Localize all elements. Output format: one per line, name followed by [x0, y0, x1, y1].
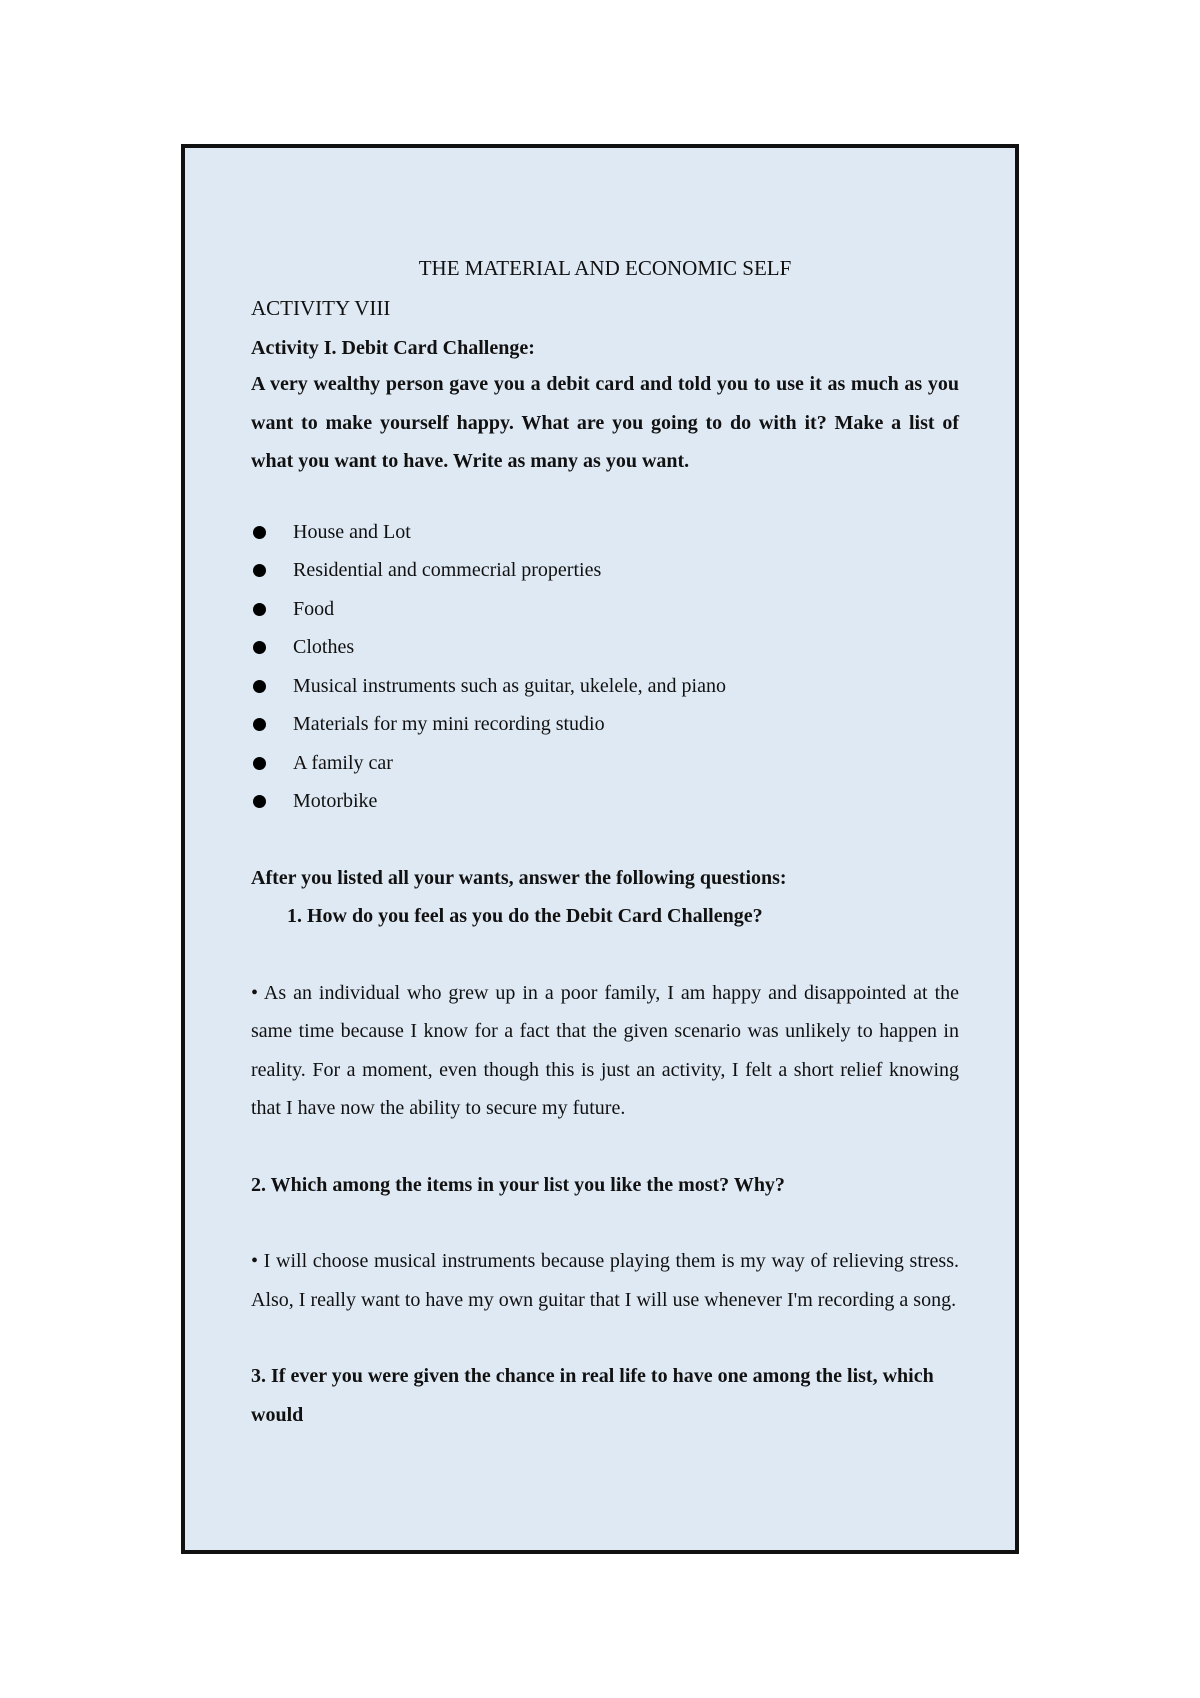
- list-item: [251, 590, 959, 629]
- list-item: [251, 513, 959, 552]
- list-item-text: Clothes: [293, 636, 355, 658]
- answer-1: • As an individual who grew up in a poor family, I am happy and disappointed at the same time because I know for a fact that the given scenario was unlikely to happen in reality. For a moment, even though this is just an activity, I felt a short relief knowing that I have now the ability to secure my future.: [251, 981, 959, 1119]
- document-title: THE MATERIAL AND ECONOMIC SELF: [418, 256, 792, 280]
- list-item-text: Materials for my mini recording studio: [293, 713, 605, 735]
- wants-list: [251, 513, 959, 821]
- bullet-icon: [253, 718, 266, 731]
- list-item: [251, 551, 959, 590]
- list-item: [251, 667, 959, 706]
- document-box: [181, 144, 1019, 1554]
- bullet-icon: [253, 641, 266, 654]
- bullet-icon: [253, 795, 266, 808]
- document-content: [251, 254, 959, 1434]
- bullet-icon: [253, 564, 266, 577]
- answer-2: • I will choose musical instruments because playing them is my way of relieving stress. Also, I really want to have my own guitar that I will use whenever I'm recording a song.: [251, 1250, 959, 1311]
- questions-intro: After you listed all your wants, answer the following questions:: [251, 866, 787, 889]
- list-item-text: House and Lot: [293, 520, 411, 543]
- activity-label: ACTIVITY VIII: [251, 296, 391, 320]
- list-item: [251, 782, 959, 821]
- bullet-icon: [253, 757, 266, 770]
- bullet-icon: [253, 680, 266, 693]
- list-item-text: A family car: [293, 751, 393, 774]
- bullet-icon: [253, 603, 266, 616]
- list-item-text: Residential and commecrial properties: [293, 559, 602, 581]
- list-item: [251, 744, 959, 783]
- instruction-paragraph: A very wealthy person gave you a debit card and told you to use it as much as you want to make yourself happy. What are you going to do with it? Make a list of what you want to have. Write as many as you want.: [251, 373, 959, 472]
- list-item: [251, 628, 959, 667]
- question-3: 3. If ever you were given the chance in real life to have one among the list, which would: [251, 1365, 934, 1426]
- bullet-icon: [253, 526, 266, 539]
- list-item-text: Musical instruments such as guitar, ukelele, and piano: [293, 674, 726, 697]
- list-item: [251, 705, 959, 744]
- list-item-text: Motorbike: [293, 790, 378, 812]
- question-1: 1. How do you feel as you do the Debit Card Challenge?: [287, 905, 763, 927]
- list-item-text: Food: [293, 597, 335, 620]
- question-2: 2. Which among the items in your list you like the most? Why?: [251, 1173, 785, 1196]
- activity-subtitle: Activity I. Debit Card Challenge:: [251, 337, 535, 359]
